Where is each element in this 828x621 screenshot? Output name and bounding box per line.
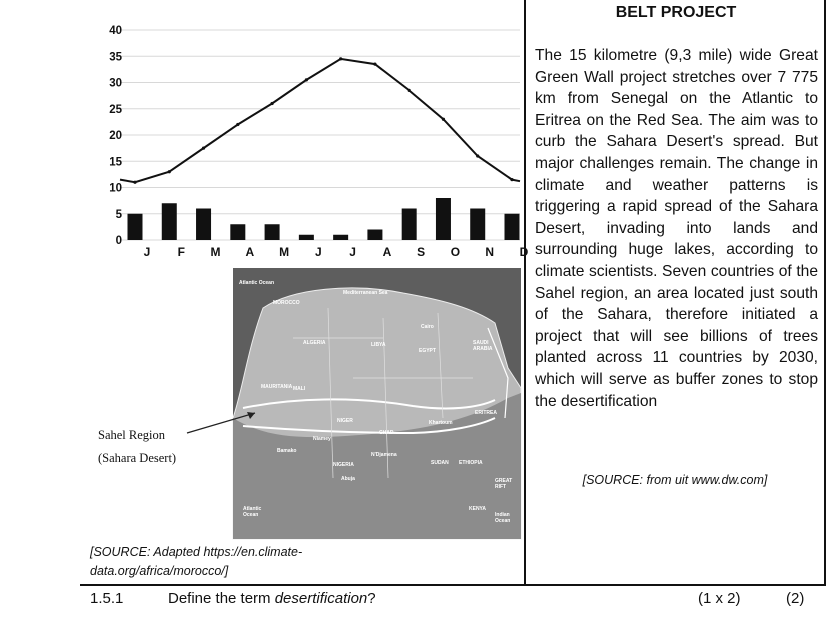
x-tick-label: J xyxy=(349,245,356,259)
temperature-point xyxy=(442,118,445,121)
x-tick-label: S xyxy=(417,245,426,259)
rainfall-bar xyxy=(230,224,245,240)
africa-map xyxy=(233,268,521,539)
y-tick-label: 20 xyxy=(109,130,122,142)
rainfall-bar xyxy=(162,203,177,240)
article-title: BELT PROJECT xyxy=(615,4,737,21)
africa-map-graphic xyxy=(233,268,521,539)
rainfall-bar xyxy=(265,224,280,240)
question-text-before: Define the term xyxy=(168,590,275,607)
temperature-point xyxy=(373,63,376,66)
map-label-nigeria: NIGERIA xyxy=(333,462,354,468)
map-label-mali: MALI xyxy=(293,386,306,392)
article-source: [SOURCE: from uit www.dw.com] xyxy=(582,473,768,487)
map-label-saudi: SAUDI ARABIA xyxy=(473,340,493,352)
chart-y-ticks xyxy=(109,25,122,247)
map-label-greatwall: GREAT RIFT xyxy=(495,478,513,490)
x-tick-label: F xyxy=(177,245,185,259)
map-label-chad: CHAD xyxy=(379,430,394,436)
y-tick-label: 25 xyxy=(109,103,122,116)
y-tick-label: 10 xyxy=(109,182,122,195)
temperature-point xyxy=(133,181,136,184)
x-tick-label: N xyxy=(485,245,495,259)
question-allocation: (1 x 2) xyxy=(698,590,741,607)
x-tick-label: J xyxy=(143,245,151,259)
map-label-cairo: Cairo xyxy=(421,324,434,330)
sahel-pointer-arrow xyxy=(185,408,265,438)
y-tick-label: 30 xyxy=(109,77,122,90)
temperature-point xyxy=(476,154,479,157)
y-tick-label: 35 xyxy=(109,51,122,64)
y-tick-label: 15 xyxy=(109,156,122,169)
rainfall-bar xyxy=(436,198,451,240)
chart-rainfall-bars xyxy=(128,198,520,240)
x-tick-label: A xyxy=(382,245,392,259)
x-tick-label: A xyxy=(245,245,255,259)
rainfall-bar xyxy=(505,214,520,240)
x-tick-label: J xyxy=(315,245,322,259)
map-label-atlantic: Atlantic Ocean xyxy=(239,280,275,286)
question-text-after: ? xyxy=(367,590,376,607)
y-tick-label: 5 xyxy=(115,208,122,221)
question-text xyxy=(168,590,376,607)
climate-chart xyxy=(80,0,529,262)
map-label-niamey: Niamey xyxy=(313,436,331,442)
temperature-point xyxy=(305,78,308,81)
map-label-eritrea: ERITREA xyxy=(475,410,497,416)
chart-gridlines xyxy=(120,30,520,240)
map-label-khartoum: Khartoum xyxy=(429,420,453,426)
temperature-point xyxy=(236,123,239,126)
map-label-indian: Indian Ocean xyxy=(495,512,511,524)
chart-x-ticks xyxy=(144,245,529,259)
rainfall-bar xyxy=(299,235,314,240)
x-tick-label: M xyxy=(210,245,221,259)
rainfall-bar xyxy=(196,209,211,241)
y-tick-label: 40 xyxy=(109,25,122,37)
temperature-point xyxy=(510,178,513,181)
temperature-point xyxy=(339,57,342,60)
question-term: desertification xyxy=(274,590,368,607)
map-label-mauritania: MAURITANIA xyxy=(261,384,293,390)
rainfall-bar xyxy=(402,209,417,241)
map-label-morocco: MOROCCO xyxy=(273,300,300,306)
temperature-line xyxy=(120,59,520,182)
rainfall-bar xyxy=(470,209,485,241)
map-label-atlantic2: Atlantic Ocean xyxy=(243,506,262,518)
temperature-point xyxy=(408,89,411,92)
rainfall-bar xyxy=(333,235,348,240)
sahel-label-line2: (Sahara Desert) xyxy=(98,451,177,465)
temperature-point xyxy=(168,170,171,173)
sahel-label-line1: Sahel Region xyxy=(98,428,166,442)
chart-temperature-line xyxy=(120,57,520,184)
article-body: The 15 kilometre (9,3 mile) wide Great Green Wall project stretches over 7 775 km from Senegal on the Atlantic to Eritrea on the Red Sea. The aim was to curb the Sahara Desert's spread. But major challenges remain. The change in climate and weather patterns is triggering a rapid spread of the Sahara Desert, invading into lands and surrounding huge lakes, according to climate scientists. Seven countries of the Sahel region, an area located just south of the Sahara, therefore initiated a project that will see billions of trees planted across 11 countries by 2030, which will serve as buffer zones to stop the desertification xyxy=(535,47,818,410)
question-number: 1.5.1 xyxy=(90,590,124,607)
map-label-sudan: SUDAN xyxy=(431,460,449,466)
x-tick-label: O xyxy=(450,245,461,259)
map-label-egypt: EGYPT xyxy=(419,348,436,354)
x-tick-label: M xyxy=(279,245,290,259)
map-label-niger: NIGER xyxy=(337,418,353,424)
map-source: [SOURCE: Adapted https://en.climate-data.org/africa/morocco/] xyxy=(90,545,303,578)
rainfall-bar xyxy=(367,230,382,241)
question-marks: (2) xyxy=(786,590,805,607)
map-label-ethiopia: ETHIOPIA xyxy=(459,460,483,466)
map-label-libya: LIBYA xyxy=(371,342,386,348)
rainfall-bar xyxy=(128,214,143,240)
temperature-point xyxy=(270,102,273,105)
map-label-ndjamena: N'Djamena xyxy=(371,452,397,458)
temperature-point xyxy=(202,147,205,150)
x-tick-label: D xyxy=(519,245,529,259)
map-label-kenya: KENYA xyxy=(469,506,487,512)
y-tick-label: 0 xyxy=(115,235,122,247)
map-label-bamako: Bamako xyxy=(277,448,297,454)
map-label-abuja: Abuja xyxy=(341,476,355,482)
map-label-mediterranean: Mediterranean Sea xyxy=(343,290,388,296)
map-label-algeria: ALGERIA xyxy=(303,340,326,346)
